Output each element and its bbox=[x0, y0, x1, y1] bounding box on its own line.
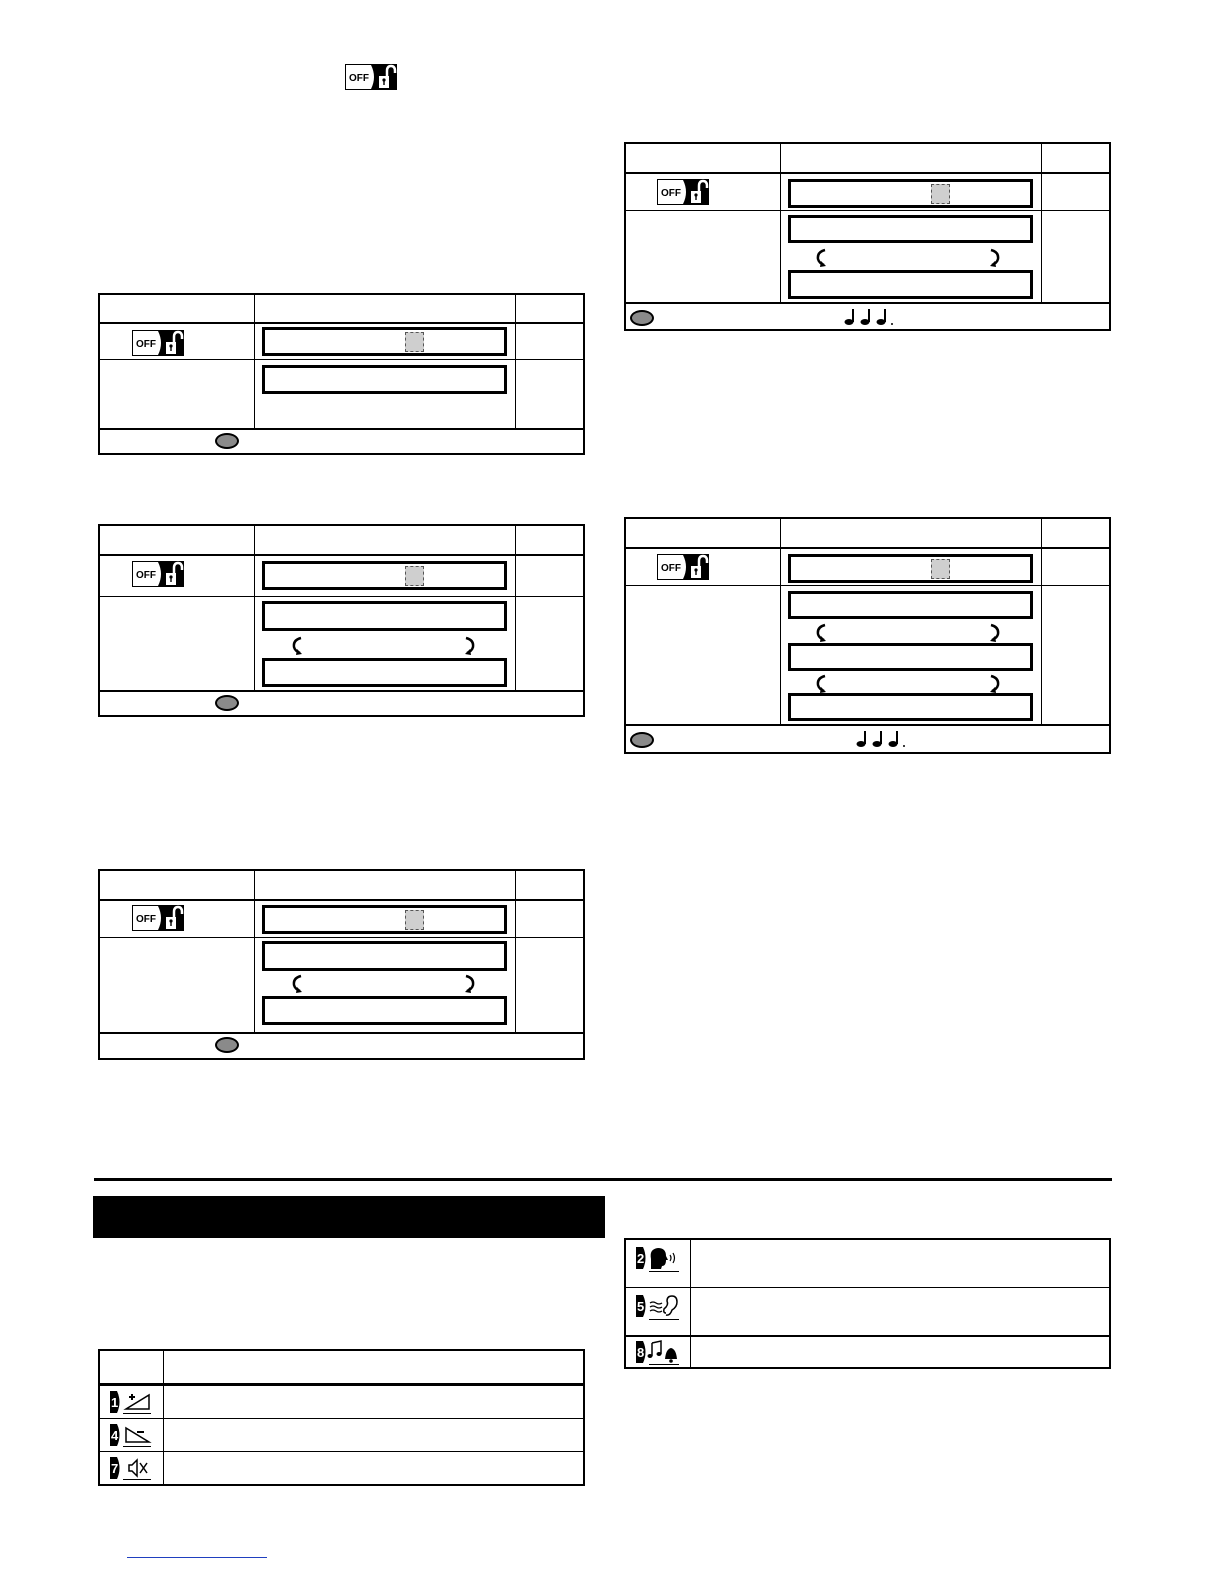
lcd-display bbox=[262, 601, 507, 631]
scroll-left-arrow-icon bbox=[813, 623, 831, 643]
svg-text:4: 4 bbox=[111, 1428, 119, 1443]
cursor-block bbox=[931, 559, 950, 579]
cursor-block bbox=[405, 566, 424, 586]
lcd-display bbox=[788, 270, 1033, 299]
svg-text:8: 8 bbox=[637, 1345, 645, 1360]
lcd-display bbox=[262, 658, 507, 687]
svg-text:7: 7 bbox=[111, 1461, 119, 1476]
section-divider bbox=[94, 1178, 1112, 1181]
off-unlock-icon bbox=[132, 905, 184, 931]
melody-notes-icon bbox=[844, 308, 896, 326]
lcd-display bbox=[262, 941, 507, 971]
svg-text:2: 2 bbox=[637, 1251, 645, 1266]
procedure-table-1 bbox=[98, 293, 585, 455]
scroll-right-arrow-icon bbox=[985, 248, 1003, 268]
cursor-block bbox=[405, 910, 424, 930]
key-1-volume-up-icon bbox=[109, 1389, 153, 1416]
procedure-table-4 bbox=[624, 142, 1111, 331]
lcd-display bbox=[262, 996, 507, 1025]
key-8-chime-icon bbox=[635, 1339, 681, 1366]
enter-button-icon bbox=[630, 310, 654, 326]
procedure-table-5 bbox=[624, 517, 1111, 754]
scroll-right-arrow-icon bbox=[460, 974, 478, 994]
lcd-display bbox=[788, 179, 1033, 208]
enter-button-icon bbox=[215, 433, 239, 449]
lcd-display bbox=[788, 643, 1033, 671]
cursor-block bbox=[405, 332, 424, 352]
lcd-display bbox=[262, 905, 507, 934]
key-2-speak-icon bbox=[635, 1245, 681, 1273]
off-unlock-icon bbox=[132, 330, 184, 356]
lcd-display bbox=[788, 591, 1033, 619]
lcd-display bbox=[788, 693, 1033, 721]
cursor-block bbox=[931, 184, 950, 204]
lcd-display bbox=[788, 215, 1033, 243]
scroll-left-arrow-icon bbox=[813, 248, 831, 268]
key-5-listen-icon bbox=[635, 1293, 681, 1321]
scroll-right-arrow-icon bbox=[460, 636, 478, 656]
off-unlock-icon bbox=[132, 561, 184, 587]
lcd-display bbox=[788, 554, 1033, 583]
key-function-table-right bbox=[624, 1238, 1111, 1369]
key-function-table-left bbox=[98, 1349, 585, 1486]
enter-button-icon bbox=[215, 1037, 239, 1053]
svg-text:5: 5 bbox=[637, 1299, 645, 1314]
scroll-right-arrow-icon bbox=[985, 623, 1003, 643]
section-header-bar bbox=[93, 1196, 605, 1238]
enter-button-icon bbox=[630, 732, 654, 748]
footer-link-underline[interactable] bbox=[127, 1557, 267, 1558]
lcd-display bbox=[262, 561, 507, 590]
procedure-table-3 bbox=[98, 869, 585, 1060]
melody-notes-icon bbox=[856, 730, 908, 748]
key-4-volume-down-icon bbox=[109, 1422, 153, 1449]
off-unlock-icon bbox=[657, 554, 709, 580]
scroll-right-arrow-icon bbox=[985, 674, 1003, 694]
svg-text:1: 1 bbox=[111, 1395, 119, 1410]
enter-button-icon bbox=[215, 695, 239, 711]
scroll-left-arrow-icon bbox=[289, 974, 307, 994]
lcd-display bbox=[262, 365, 507, 394]
scroll-left-arrow-icon bbox=[289, 636, 307, 656]
scroll-left-arrow-icon bbox=[813, 674, 831, 694]
off-unlock-icon bbox=[345, 64, 397, 90]
procedure-table-2 bbox=[98, 524, 585, 717]
key-7-mute-icon bbox=[109, 1455, 153, 1482]
off-unlock-icon bbox=[657, 179, 709, 205]
lcd-display bbox=[262, 327, 507, 356]
